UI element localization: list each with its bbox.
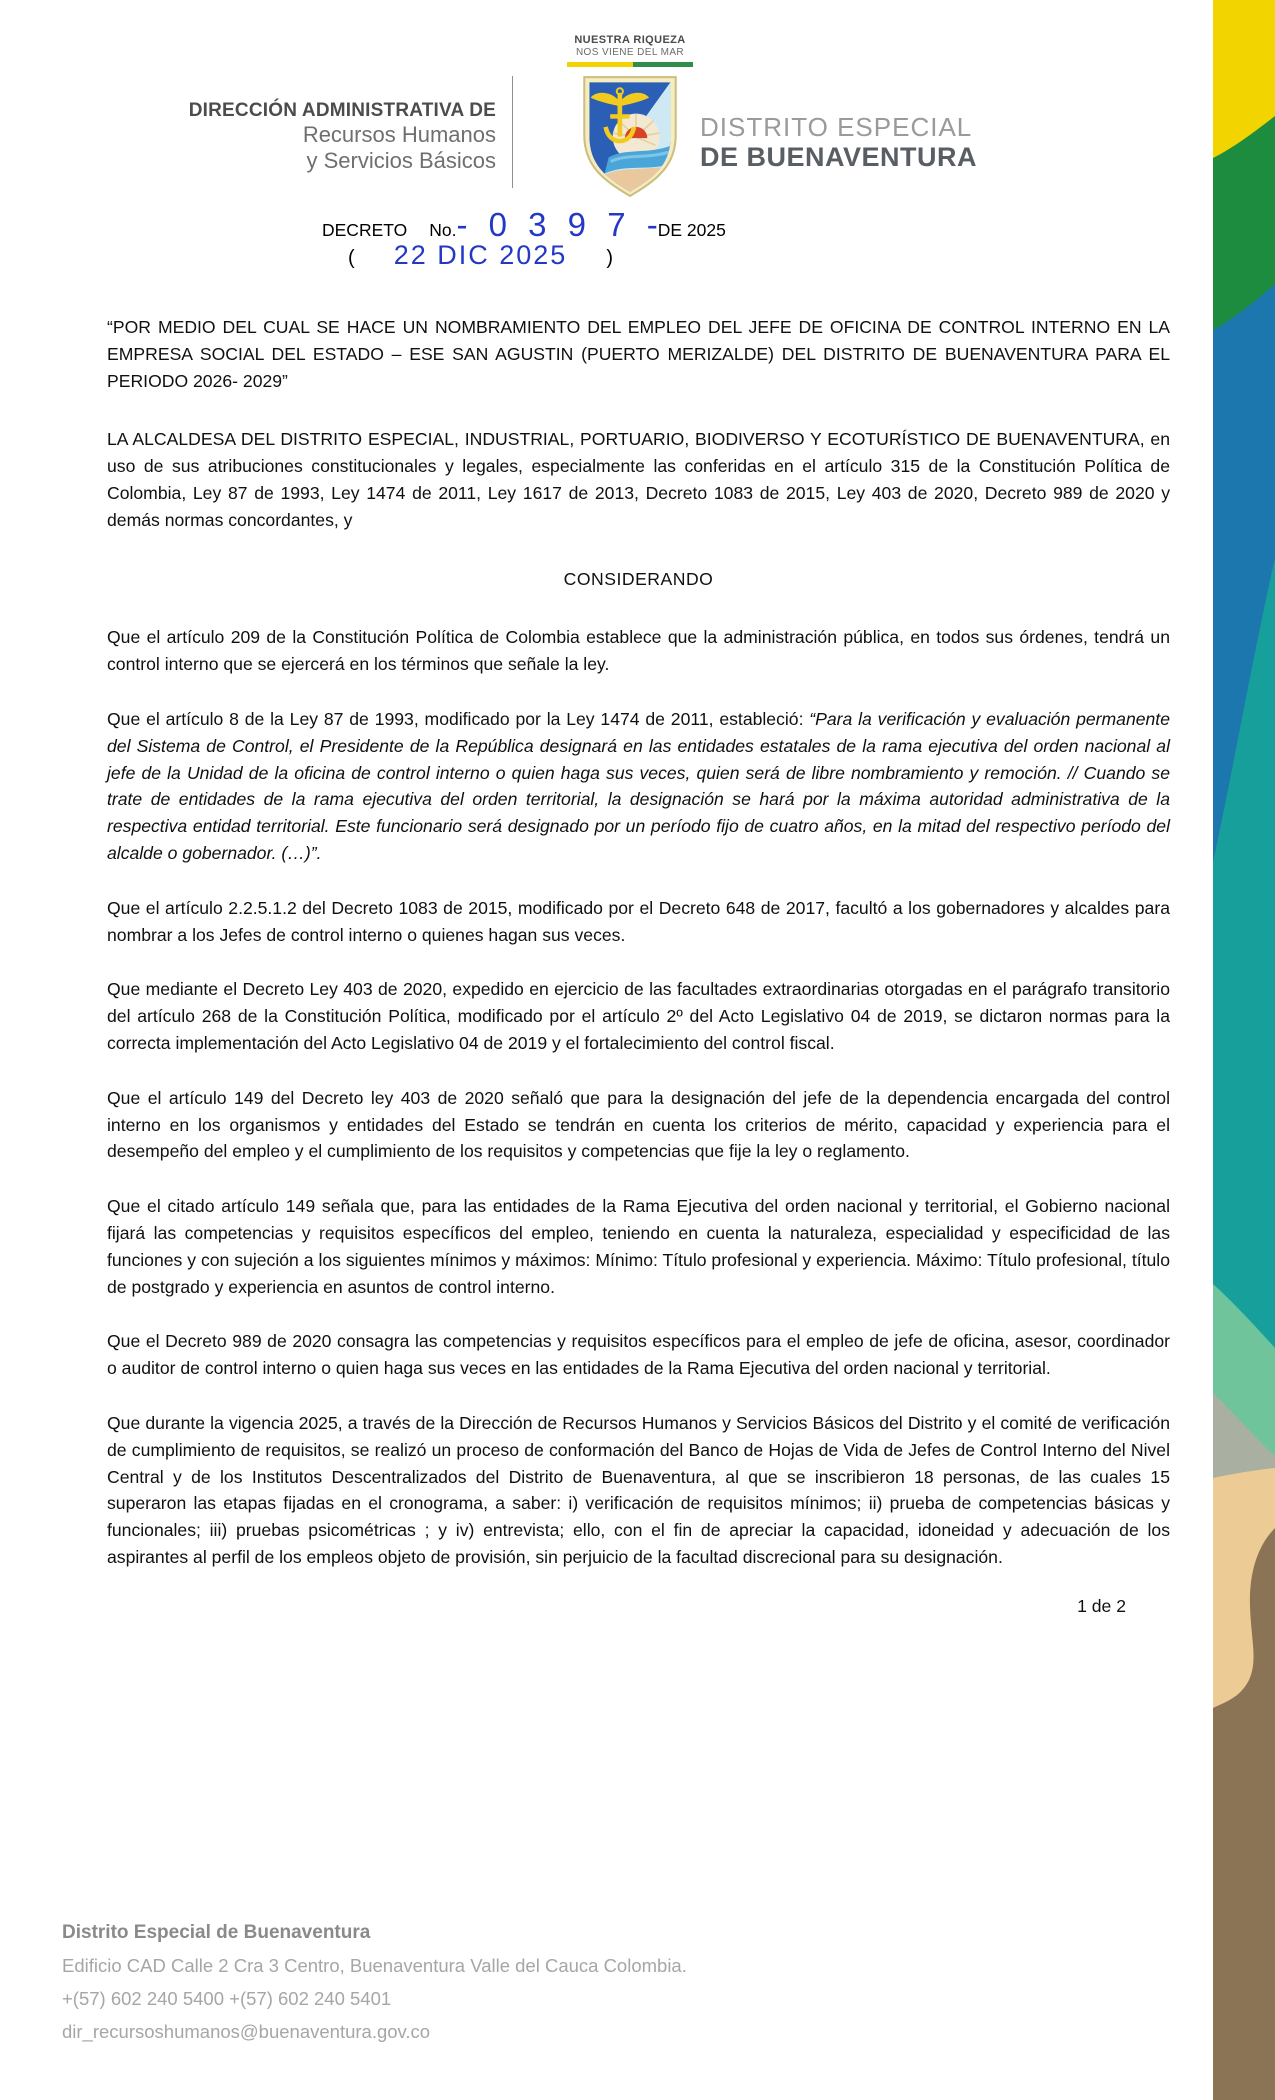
body-paragraph: Que el artículo 149 del Decreto ley 403 de 2020 señaló que para la designación del jefe de la dependencia encargada del control interno en los organismos y entidades del Estado se tendrán en cuenta los criterios de mérito, capacidad y experiencia para el desempeño del empleo y el cumplimiento de los requisitos y competencias que fije la ley o reglamento. [107, 1087, 1170, 1162]
direction-title: DIRECCIÓN ADMINISTRATIVA DE [188, 100, 496, 121]
body-paragraph: Que el artículo 209 de la Constitución Política de Colombia establece que la administración pública, en todos sus órdenes, tendrá un control interno que se ejercerá en los términos que señale la ley. [107, 627, 1170, 675]
header-divider-line [512, 76, 513, 188]
body-paragraph: Que mediante el Decreto Ley 403 de 2020, expedido en ejercicio de las facultades extraordinarias otorgadas en el parágrafo transitorio del artículo 268 de la Constitución Política, modificado por el artículo 2º del Acto Legislativo 04 de 2019, se dictaron normas para la correcta implementación del Acto Legislativo 04 de 2019 y el fortalecimiento del control fiscal. [107, 979, 1170, 1053]
paragraph-quote: “Para la verificación y evaluación permanente del Sistema de Control, el Presidente de la República designará en las entidades estatales de la rama ejecutiva del orden nacional al jefe de la Unidad de la oficina de control interno o quien haga sus veces, quien será de libre nombramiento y remoción. // Cuando se trate de entidades de la rama ejecutiva del orden territorial, la designación se hará por la máxima autoridad administrativa de la respectiva entidad territorial. Este funcionario será designado por un período fijo de cuatro años, en la mitad del respectivo período del alcalde o gobernador. (…)”. [107, 708, 1170, 863]
close-paren: ) [606, 247, 613, 269]
body-paragraph: Que durante la vigencia 2025, a través de la Dirección de Recursos Humanos y Servicios Básicos del Distrito y el comité de verificación de cumplimiento de requisitos, se realizó un proceso de conformación del Banco de Hojas de Vida de Jefes de Control Interno del Nivel Central y de los Institutos Descentralizados del Distrito de Buenaventura, al que se inscribieron 18 personas, de las cuales 15 superaron las etapas fijadas en el cronograma, a saber: i) verificación de requisitos mínimos; ii) prueba de competencias básicas y funcionales; iii) pruebas psicométricas ; y iv) entrevista; ello, con el fin de apreciar la capacidad, idoneidad y adecuación de los aspirantes al perfil de los empleos objeto de provisión, sin perjuicio de la facultad discrecional para su designación. [107, 1412, 1170, 1567]
body-paragraph: Que el citado artículo 149 señala que, para las entidades de la Rama Ejecutiva del orden nacional y territorial, el Gobierno nacional fijará las competencias y requisitos específicos del empleo, teniendo en cuenta la naturaleza, especialidad y especificidad de las funciones y con sujeción a los siguientes mínimos y máximos: Mínimo: Título profesional y experiencia. Máximo: Título profesional, título de postgrado y experiencia en asuntos de control interno. [107, 1196, 1170, 1297]
letterhead-direction-block [118, 100, 496, 174]
district-line1: DISTRITO ESPECIAL [700, 112, 973, 142]
paragraph-intro: Que el artículo 8 de la Ley 87 de 1993, modificado por la Ley 1474 de 2011, estableció: [107, 708, 810, 729]
preamble-paragraph: LA ALCALDESA DEL DISTRITO ESPECIAL, INDUSTRIAL, PORTUARIO, BIODIVERSO Y ECOTURÍSTICO DE BUENAVENTURA, en uso de sus atribuciones constitucionales y legales, especialmente las conferidas en el artículo 315 de la Constitución Política de Colombia, Ley 87 de 1993, Ley 1474 de 2011, Ley 1617 de 2013, Decreto 1083 de 2015, Ley 403 de 2020, Decreto 989 de 2020 y demás normas concordantes, y [107, 429, 1170, 530]
document-body [107, 314, 1170, 1619]
logo-motto-line2: NOS VIENE DEL MAR [575, 47, 685, 58]
open-paren: ( [348, 247, 355, 269]
footer-org-name: Distrito Especial de Buenaventura [62, 1922, 371, 1943]
logo-flag-bar [567, 62, 693, 67]
decorative-side-band [1213, 0, 1275, 2100]
page-number: 1 de 2 [1077, 1595, 1126, 1616]
district-line2: DE BUENAVENTURA [700, 142, 978, 172]
side-band-graphic [1213, 0, 1275, 2100]
footer-email: dir_recursoshumanos@buenaventura.gov.co [62, 2021, 431, 2042]
direction-subtitle-2: y Servicios Básicos [306, 148, 496, 173]
decree-year: DE 2025 [657, 220, 726, 240]
body-paragraph [107, 706, 1170, 867]
decree-label: DECRETO [322, 220, 408, 240]
buenaventura-shield-icon [574, 70, 686, 198]
decree-date-line [348, 240, 613, 271]
footer-contact-block [62, 1916, 687, 2048]
body-paragraph: Que el Decreto 989 de 2020 consagra las competencias y requisitos específicos para el empleo de jefe de oficina, asesor, coordinador o auditor de control interno o quien haga sus veces en las entidades de la Rama Ejecutiva del orden nacional y territorial. [107, 1331, 1170, 1379]
considerando-heading: CONSIDERANDO [563, 568, 714, 589]
decree-date-stamp: 22 DIC 2025 [393, 240, 568, 270]
decree-no-label: No. [429, 220, 457, 240]
decree-title: “POR MEDIO DEL CUAL SE HACE UN NOMBRAMIENTO DEL EMPLEO DEL JEFE DE OFICINA DE CONTROL INTERNO EN LA EMPRESA SOCIAL DEL ESTADO – ESE SAN AGUSTIN (PUERTO MERIZALDE) DEL DISTRITO DE BUENAVENTURA PARA EL PERIODO 2026- 2029” [107, 317, 1170, 391]
body-paragraph: Que el artículo 2.2.5.1.2 del Decreto 1083 de 2015, modificado por el Decreto 648 de 2017, facultó a los gobernadores y alcaldes para nombrar a los Jefes de control interno o quienes hagan sus veces. [107, 897, 1170, 945]
direction-subtitle-1: Recursos Humanos [302, 122, 496, 147]
footer-address: Edificio CAD Calle 2 Cra 3 Centro, Buenaventura Valle del Cauca Colombia. [62, 1955, 687, 1976]
decree-number-line [322, 206, 726, 244]
logo-motto-line1: NUESTRA RIQUEZA [574, 34, 686, 46]
coat-of-arms-block [540, 34, 720, 198]
footer-phones: +(57) 602 240 5400 +(57) 602 240 5401 [62, 1988, 392, 2009]
letterhead-district-block [700, 112, 977, 172]
decree-number-stamp: - 0 3 9 7 - [456, 206, 664, 243]
